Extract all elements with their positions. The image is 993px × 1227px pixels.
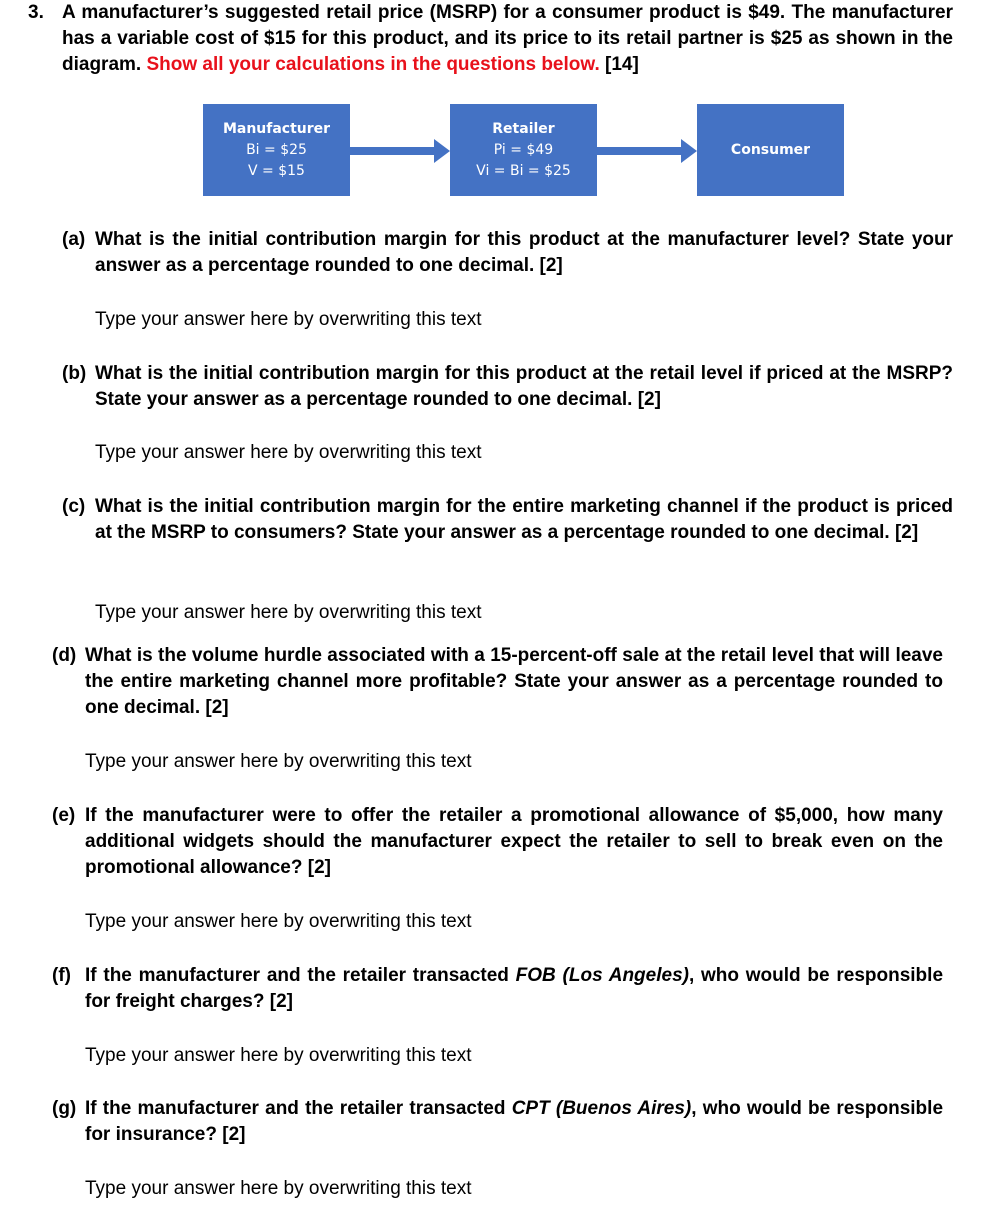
part-label: (d) bbox=[52, 645, 77, 666]
part-text-lead: If the manufacturer and the retailer transacted bbox=[85, 965, 509, 986]
question-part-b bbox=[62, 361, 953, 415]
retailer-title: Retailer bbox=[492, 120, 555, 137]
intro-marks: [14] bbox=[605, 54, 639, 75]
answer-field-a[interactable]: Type your answer here by overwriting this text bbox=[95, 309, 482, 330]
part-label: (g) bbox=[52, 1098, 77, 1119]
part-text: If the manufacturer were to offer the retailer a promotional allowance of $5,000, how many additional widgets should the manufacturer expect the retailer to sell to break even on the promotional allowance? [2] bbox=[85, 805, 943, 878]
part-label: (c) bbox=[62, 496, 86, 517]
answer-field-b[interactable]: Type your answer here by overwriting this text bbox=[95, 442, 482, 463]
consumer-box bbox=[697, 104, 844, 196]
question-part-e bbox=[52, 803, 943, 883]
part-text: What is the initial contribution margin for the entire marketing channel if the product is priced at the MSRP to consumers? State your answer as a percentage rounded to one decimal. [2] bbox=[95, 496, 953, 543]
arrow-right-icon bbox=[597, 139, 697, 163]
incoterm: FOB (Los Angeles) bbox=[515, 965, 689, 986]
question-part-d bbox=[52, 643, 943, 723]
answer-field-d[interactable]: Type your answer here by overwriting this text bbox=[85, 751, 472, 772]
part-text-lead: If the manufacturer and the retailer transacted bbox=[85, 1098, 506, 1119]
question-number: 3. bbox=[28, 2, 44, 23]
part-text: What is the volume hurdle associated with a 15-percent-off sale at the retail level that will leave the entire marketing channel more profitable? State your answer as a percentage rounded to one decimal. [2] bbox=[85, 645, 943, 718]
part-text-tail: , who would be responsible for insurance? [2] bbox=[85, 1098, 944, 1145]
retailer-cost: Vi = Bi = $25 bbox=[476, 162, 571, 179]
answer-field-c[interactable]: Type your answer here by overwriting this text bbox=[95, 602, 482, 623]
answer-field-f[interactable]: Type your answer here by overwriting this text bbox=[85, 1045, 472, 1066]
part-label: (a) bbox=[62, 229, 86, 250]
question-part-g bbox=[52, 1096, 943, 1150]
part-text: What is the initial contribution margin for this product at the retail level if priced at the MSRP? State your answer as a percentage rounded to one decimal. [2] bbox=[95, 363, 953, 410]
part-text: What is the initial contribution margin for this product at the manufacturer level? State your answer as a percentage rounded to one decimal. [2] bbox=[95, 229, 953, 276]
part-label: (b) bbox=[62, 363, 87, 384]
incoterm: CPT (Buenos Aires) bbox=[511, 1098, 692, 1119]
retailer-price: Pi = $49 bbox=[493, 141, 554, 158]
question-intro bbox=[62, 0, 953, 78]
retailer-box bbox=[450, 104, 597, 196]
intro-instruction: Show all your calculations in the questions below. bbox=[146, 54, 600, 75]
consumer-title: Consumer bbox=[730, 141, 811, 158]
question-part-f bbox=[52, 963, 943, 1017]
manufacturer-box bbox=[203, 104, 350, 196]
answer-field-e[interactable]: Type your answer here by overwriting this text bbox=[85, 911, 472, 932]
manufacturer-title: Manufacturer bbox=[222, 120, 331, 137]
manufacturer-price: Bi = $25 bbox=[246, 141, 307, 158]
part-text bbox=[85, 1096, 943, 1148]
question-part-c bbox=[62, 494, 953, 574]
part-text-tail: , who would be responsible for freight charges? [2] bbox=[85, 965, 944, 1012]
intro-text: A manufacturer’s suggested retail price (MSRP) for a consumer product is $49. The manufacturer has a variable cost of $15 for this product, and its price to its retail partner is $25 as shown in the diagram. bbox=[62, 2, 953, 75]
arrow-right-icon bbox=[350, 139, 450, 163]
channel-diagram bbox=[203, 104, 845, 196]
answer-field-g[interactable]: Type your answer here by overwriting this text bbox=[85, 1178, 472, 1199]
part-label: (f) bbox=[52, 965, 71, 986]
question-part-a bbox=[62, 227, 953, 281]
manufacturer-cost: V = $15 bbox=[248, 162, 305, 179]
part-label: (e) bbox=[52, 805, 76, 826]
part-text bbox=[85, 963, 943, 1015]
